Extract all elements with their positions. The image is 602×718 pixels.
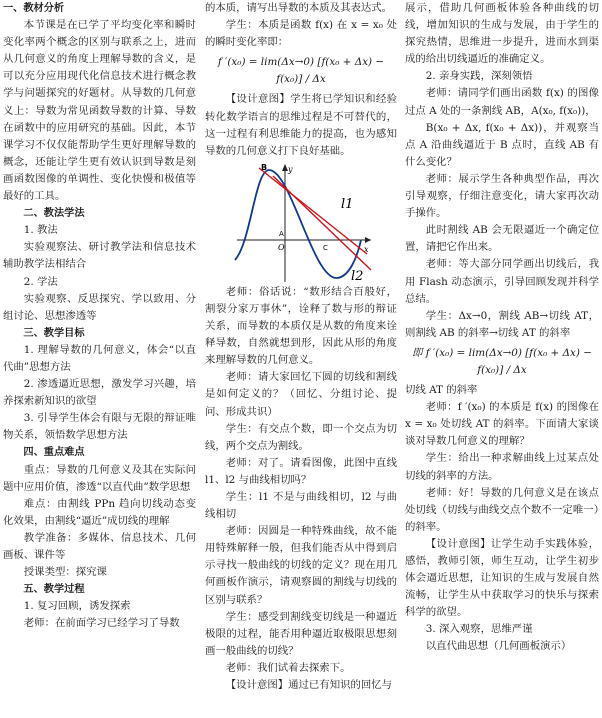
paragraph: 的本质，请写出导数的本质及其表达式。 (205, 2, 393, 14)
paragraph: 授课类型：探究课 (23, 566, 107, 579)
subheading: 1. 复习回顾，诱发探索 (23, 600, 131, 613)
label-l1: l1 (341, 196, 354, 212)
label-C: C (323, 243, 328, 252)
subheading: 2. 亲身实践，深刻领悟 (425, 70, 533, 83)
section-title-4: 四、重点难点 (23, 447, 85, 459)
paragraph: 难点：由割线 PPn 趋向切线动态变化效果，由割线“逼近”成切线的理解 (3, 497, 196, 527)
paragraph: 老师：等大部分同学画出切线后，我用 Flash 动态演示，引导回顾发现并科学总结。 (405, 258, 599, 305)
paragraph: 学生：本质是函数 f(x) 在 x = x₀ 处的瞬时变化率即： (205, 19, 397, 49)
label-B: B (261, 162, 268, 172)
paragraph: B(x₀ + Δx, f(x₀ + Δx))，并观察当点 A 沿曲线逼近于 B 点时，直线 AB 有什么变化？ (405, 121, 599, 168)
column-2 (205, 0, 397, 694)
paragraph: 学生：给出一种求解曲线上过某点处切线的斜率的方法。 (405, 452, 599, 482)
paragraph: 老师：请大家回忆下圆的切线和割线是如何定义的？（回忆、分组讨论、提问、形成共识） (205, 371, 397, 418)
paragraph: 实验观察、反思探究、学以致用、分组讨论、思想渗透等 (3, 292, 196, 322)
paragraph: 学生：l1 不是与曲线相切，l2 与曲线相切 (205, 490, 397, 521)
column-3 (405, 0, 599, 656)
paragraph: 老师：因圆是一种特殊曲线，故不能用特殊解释一般，但我们能否从中得到启示寻找一般曲线的切线的定义？现在用几何画板作演示，请观察圆的割线与切线的区别与联系？ (205, 525, 397, 606)
label-x: x (364, 244, 369, 254)
paragraph: 学生：感受到割线变切线是一种逼近极限的过程，能否用种逼近取极限思想刻画一般曲线的切线？ (205, 610, 397, 657)
x-axis-arrow (365, 237, 371, 243)
paragraph: 重点：导数的几何意义及其在实际问题中应用价值，渗透“以直代曲”数学思想 (3, 463, 196, 493)
section-title-1: 一、教材分析 (3, 3, 65, 14)
paragraph: 老师：好！导数的几何意义是在该点处切线（切线与曲线交点个数不一定唯一）的斜率。 (405, 486, 599, 533)
column-1 (3, 0, 196, 632)
design-intent: 【设计意图】学生将已学知识和经验转化数学语言的思维过程是不可替代的，这一过程有利思维能力的提高，也为感知导数的几何意义打下良好基础。 (205, 93, 397, 157)
paragraph: 本节课是在已学了平均变化率和瞬时变化率两个概念的区别与联系之上，进而从几何意义的角度上理解导数的含义，是可以充分应用现代化信息技术进行概念教学与问题探究的好题材。从导数的几何意义上：导数为常见函数导数的计算、导数在函数中的应用研究的基础。因此，本节课学习不仅仅能帮助学生更好理解导数的概念，还能让学生更有效认识到导数是刻画函数图像的单调性、变化快慢和极值等最好的工具。 (3, 19, 196, 203)
design-intent: 【设计意图】通过已有知识的回忆与 (225, 679, 393, 691)
section-title-2: 二、教法学法 (23, 208, 85, 220)
label-y: y (288, 164, 293, 174)
paragraph: 1. 理解导数的几何意义，体会“以直代曲”思想方法 (3, 343, 196, 373)
paragraph: 学生：Δx→0，割线 AB→切线 AT，则割线 AB 的斜率→切线 AT 的斜率 (405, 309, 599, 339)
paragraph: 展示，借助几何画板体验各种曲线的切线，增加知识的生成与发展，由于学生的探究热情，思维进一步提升，进而水到渠成的给出切线逼近的准确定义。 (405, 2, 599, 66)
paragraph: 切线 AT 的斜率 (405, 384, 478, 397)
curve (235, 170, 361, 278)
subheading: 1. 教法 (23, 224, 58, 237)
design-intent: 【设计意图】让学生动手实践体验，感悟，教师引领，师生互动，让学生初步体会逼近思想，让知识的生成与发展自然流畅，让学生从中获取学习的快乐与探索科学的欲望。 (405, 537, 599, 619)
paragraph: 老师：俗话说：“数形结合百般好，割裂分家万事休”，诠释了数与形的辩证关系，而导数的本质仅是从数的角度来诠释导数，自然就想到形，因此从形的角度来理解导数的几何意义。 (205, 285, 397, 367)
paragraph: 此时割线 AB 会无限逼近一个确定位置，请把它作出来。 (405, 224, 599, 254)
paragraph: 2. 渗透逼近思想，激发学习兴趣，培养探索新知识的欲望 (3, 378, 196, 408)
paragraph: 老师：对了。请看图像，此图中直线 l1、l2 与曲线相切吗？ (205, 456, 397, 486)
tangent-slope-formula: 即 f ′(x₀) = lim(Δx→0) [f(x₀ + Δx) − f(x₀)] / Δx (412, 346, 592, 376)
label-l2: l2 (351, 268, 364, 284)
tangent-secant-figure (233, 162, 373, 284)
paragraph: 老师：展示学生各种典型作品，再次引导观察，仔细注意变化，请大家再次动手操作。 (405, 172, 599, 220)
paragraph: 老师：请同学们画出函数 f(x) 的图像过点 A 处的一条割线 AB，A(x₀, f(x₀))， (405, 87, 599, 117)
section-title-3: 三、教学目标 (23, 327, 85, 339)
subheading: 3. 深入观察，思维严谨 (425, 623, 533, 636)
paragraph: 3. 引导学生体会有限与无限的辩证唯物关系，领悟数学思想方法 (3, 412, 196, 442)
line-l2 (273, 176, 371, 270)
subheading: 2. 学法 (23, 275, 58, 288)
derivative-formula: f ′(x₀) = lim(Δx→0) [f(x₀ + Δx) − f(x₀)] / Δx (217, 56, 385, 86)
paragraph: 实验观察法、研讨教学法和信息技术辅助教学法相结合 (3, 241, 196, 271)
section-title-5: 五、教学过程 (23, 584, 85, 596)
label-A: A (279, 229, 284, 238)
paragraph: 老师：在前面学习已经学习了导数 (23, 617, 180, 630)
paragraph: 老师：我们试着去探索下。 (225, 661, 351, 674)
paragraph: 以直代曲思想（几何画板演示） (425, 640, 572, 653)
paragraph: 老师：f ′(x₀) 的本质是 f(x) 的图像在 x = x₀ 处切线 AT 的斜率。下面请大家谈谈对导数几何意义的理解？ (405, 401, 599, 448)
paragraph: 教学准备：多媒体、信息技术、几何画板、课件等 (3, 531, 196, 561)
paragraph: 学生：有交点个数，即一个交点为切线，两个交点为割线。 (205, 422, 397, 452)
label-O: O (278, 242, 285, 252)
